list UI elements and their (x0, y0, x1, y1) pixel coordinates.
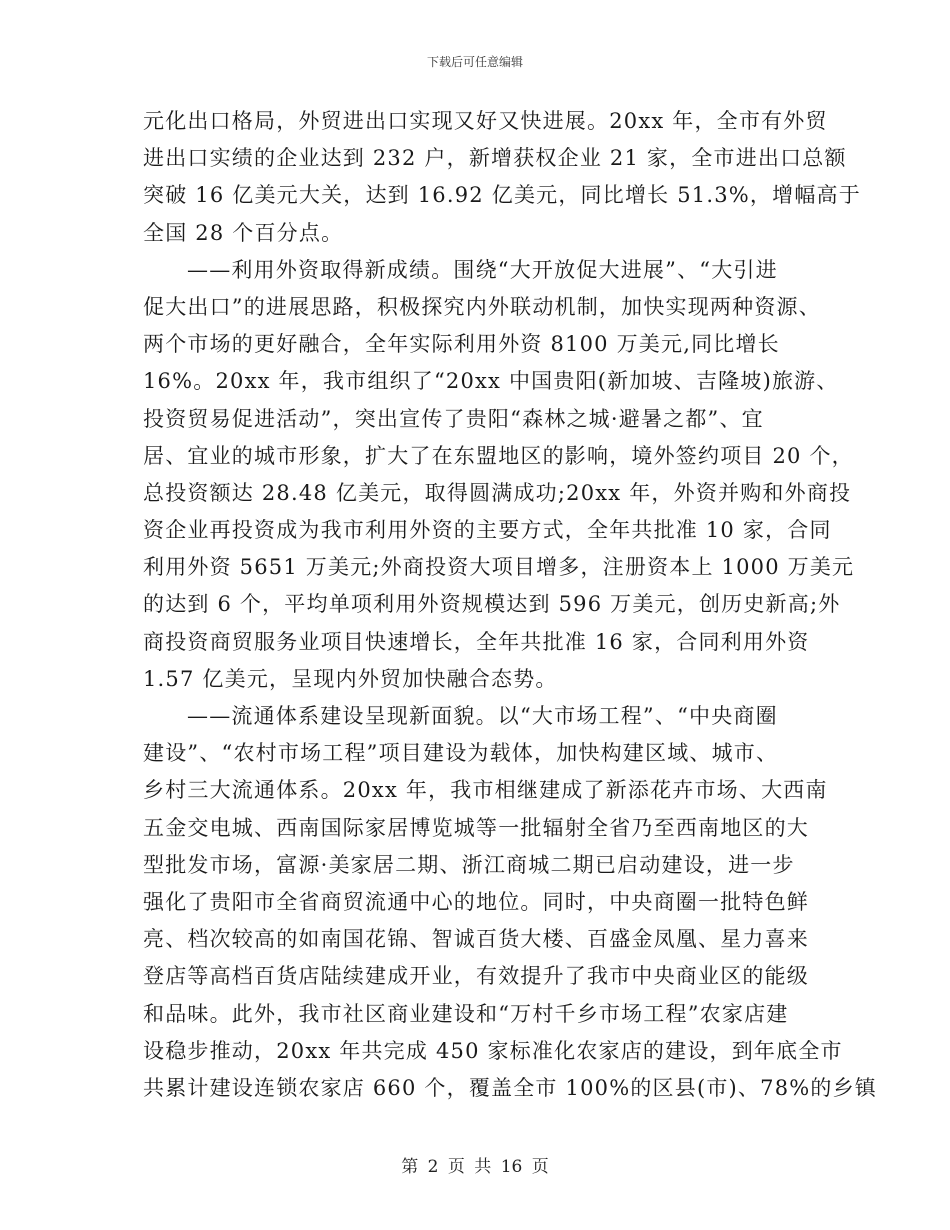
text-line: 1.57 亿美元，呈现内外贸加快融合态势。 (143, 666, 558, 691)
page-header: 下载后可任意编辑 (426, 55, 523, 69)
text-line: 登店等高档百货店陆续建成开业，有效提升了我市中央商业区的能级 (143, 964, 809, 989)
text-line: 设稳步推动，20xx 年共完成 450 家标准化农家店的建设，到年底全市 (143, 1038, 843, 1063)
text-line: 总投资额达 28.48 亿美元，取得圆满成功;20xx 年，外资并购和外商投 (143, 480, 852, 505)
page-footer: 第 2 页 共 16 页 (401, 1157, 549, 1177)
text-line: 资企业再投资成为我市利用外资的主要方式，全年共批准 10 家，合同 (143, 518, 832, 543)
text-line: 突破 16 亿美元大关，达到 16.92 亿美元，同比增长 51.3%，增幅高于 (143, 183, 861, 208)
paragraph-start-line: ——流通体系建设呈现新面貌。以“大市场工程”、“中央商圈 (187, 704, 778, 728)
text-line: 建设”、“农村市场工程”项目建设为载体，加快构建区域、城市、 (143, 741, 779, 766)
text-line: 促大出口”的进展思路，积极探究内外联动机制，加快实现两种资源、 (143, 294, 821, 319)
text-line: 亮、档次较高的如南国花锦、智诚百货大楼、百盛金凤凰、星力喜来 (143, 927, 809, 952)
text-line: 两个市场的更好融合，全年实际利用外资 8100 万美元,同比增长 (143, 332, 780, 357)
text-line: 共累计建设连锁农家店 660 个，覆盖全市 100%的区县(市)、78%的乡镇 (143, 1075, 878, 1100)
text-line: 元化出口格局，外贸进出口实现又好又快进展。20xx 年，全市有外贸 (143, 109, 828, 133)
text-line: 进出口实绩的企业达到 232 户，新增获权企业 21 家，全市进出口总额 (143, 146, 847, 171)
text-line: 全国 28 个百分点。 (143, 220, 344, 245)
text-line: 商投资商贸服务业项目快速增长，全年共批准 16 家，合同利用外资 (143, 629, 810, 654)
text-line: 强化了贵阳市全省商贸流通中心的地位。同时，中央商圈一批特色鲜 (143, 889, 809, 914)
text-line: 型批发市场，富源·美家居二期、浙江商城二期已启动建设，进一步 (143, 852, 795, 877)
text-line: 五金交电城、西南国际家居博览城等一批辐射全省乃至西南地区的大 (143, 815, 809, 840)
text-line: 的达到 6 个，平均单项利用外资规模达到 596 万美元，创历史新高;外 (143, 592, 841, 617)
paragraph-start-line: ——利用外资取得新成绩。围绕“大开放促大进展”、“大引进 (187, 257, 778, 282)
text-line: 和品味。此外，我市社区商业建设和“万村千乡市场工程”农家店建 (143, 1001, 789, 1026)
text-line: 居、宜业的城市形象，扩大了在东盟地区的影响，境外签约项目 20 个， (143, 443, 854, 468)
document-body (143, 103, 878, 1107)
text-line: 乡村三大流通体系。20xx 年，我市相继建成了新添花卉市场、大西南 (143, 778, 828, 803)
text-line: 16%。20xx 年，我市组织了“20xx 中国贵阳(新加坡、吉隆坡)旅游、 (143, 369, 839, 394)
text-line: 投资贸易促进活动”，突出宣传了贵阳“森林之城·避暑之都”、宜 (143, 406, 764, 431)
text-line: 利用外资 5651 万美元;外商投资大项目增多，注册资本上 1000 万美元 (143, 555, 855, 580)
